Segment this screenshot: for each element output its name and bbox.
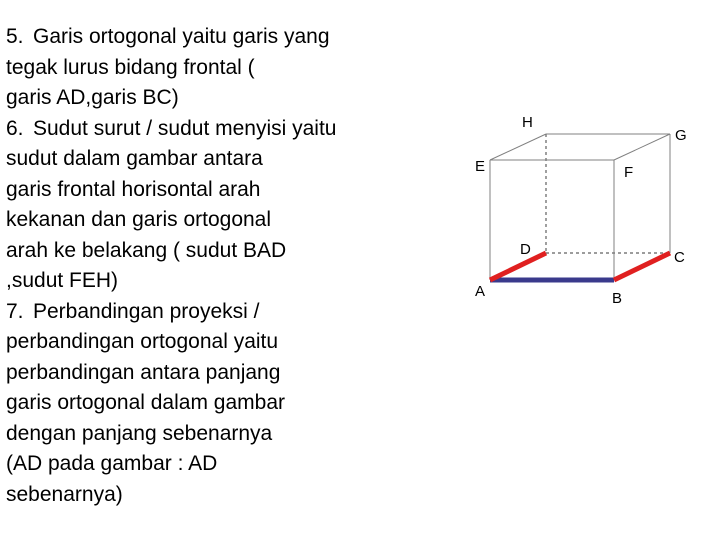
edge-eh xyxy=(490,134,546,160)
item-line: garis AD,garis BC) xyxy=(6,86,179,109)
item-line: sudut dalam gambar antara xyxy=(6,147,263,170)
item-number: 5. xyxy=(6,25,24,48)
vertex-label-a: A xyxy=(475,283,486,300)
vertex-label-f: F xyxy=(624,164,634,181)
edge-fg xyxy=(614,134,670,160)
item-line: Sudut surut / sudut menyisi yaitu xyxy=(33,116,337,140)
cube-diagram xyxy=(430,100,720,310)
item-number: 6. xyxy=(6,116,24,140)
item-line: kekanan dan garis ortogonal xyxy=(6,208,272,231)
item-line: sebenarnya) xyxy=(6,482,123,506)
item-number: 7. xyxy=(6,299,24,323)
vertex-label-h: H xyxy=(522,114,533,131)
item-line: perbandingan ortogonal yaitu xyxy=(6,330,279,353)
item-line: tegak lurus bidang frontal ( xyxy=(6,55,255,79)
vertex-label-c: C xyxy=(674,249,685,266)
list-item-7 xyxy=(6,297,386,511)
item-line: dengan panjang sebenarnya xyxy=(6,421,273,445)
item-line: Garis ortogonal yaitu garis yang xyxy=(33,25,330,48)
list-item-6 xyxy=(6,114,386,297)
item-line: garis frontal horisontal arah xyxy=(6,177,261,201)
text-block xyxy=(6,22,386,510)
item-line: ,sudut FEH) xyxy=(6,269,119,292)
item-line: (AD pada gambar : AD xyxy=(6,452,218,475)
item-line: Perbandingan proyeksi / xyxy=(33,299,260,323)
vertex-label-d: D xyxy=(520,241,531,258)
edge-ad xyxy=(490,253,546,280)
edge-bc xyxy=(614,253,670,280)
vertex-label-b: B xyxy=(612,290,623,307)
vertex-label-g: G xyxy=(675,127,687,144)
item-line: perbandingan antara panjang xyxy=(6,360,281,384)
cube-svg xyxy=(430,100,720,310)
item-line: arah ke belakang ( sudut BAD xyxy=(6,238,287,262)
list-item-5 xyxy=(6,22,386,114)
item-line: garis ortogonal dalam gambar xyxy=(6,391,285,414)
vertex-label-e: E xyxy=(475,158,486,175)
